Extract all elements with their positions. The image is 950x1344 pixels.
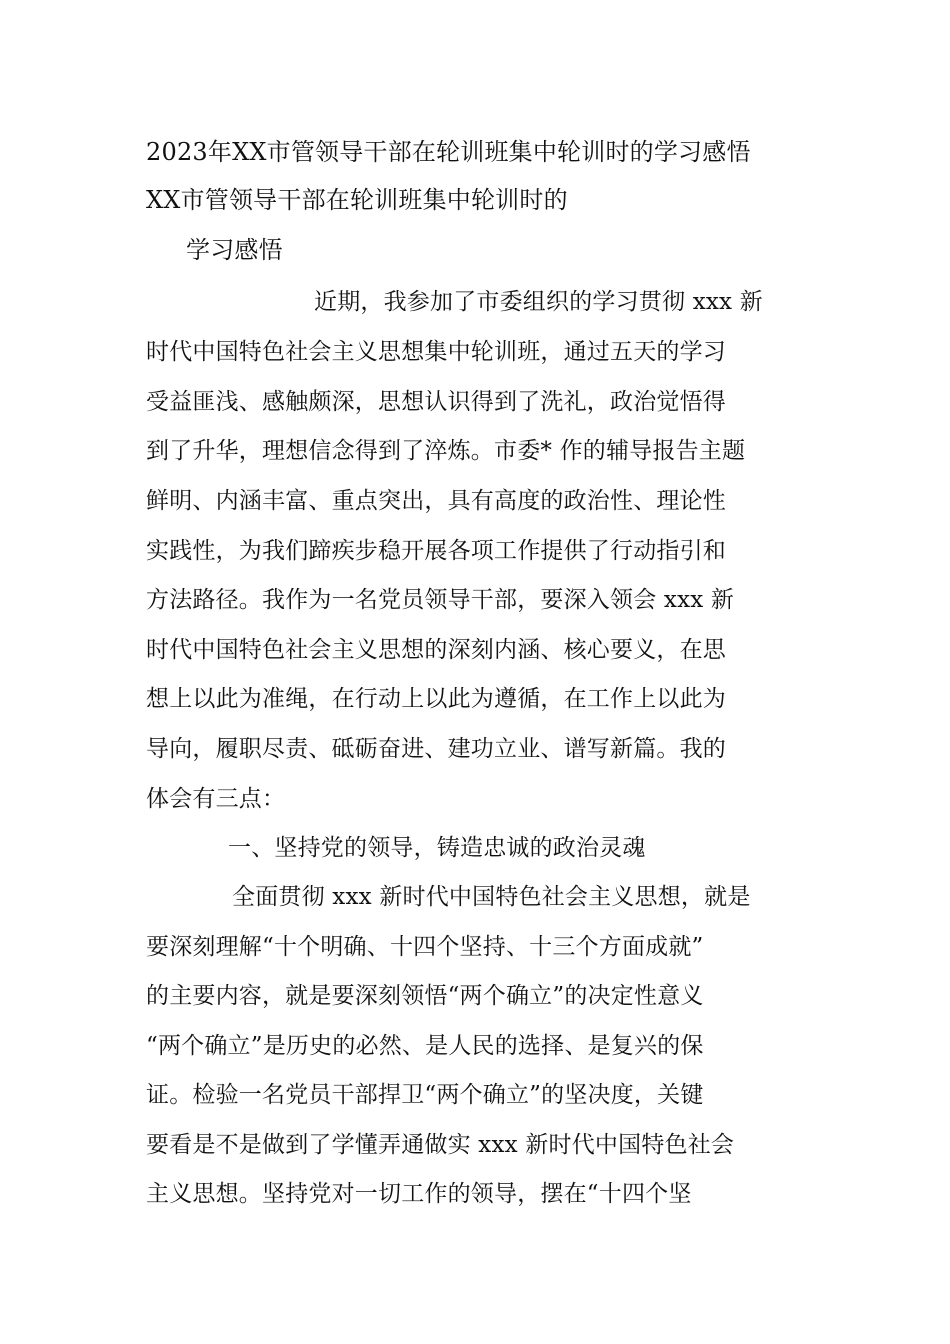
paragraph-1-line-7: 方法路径。我作为一名党员领导干部，要深入领会 xxx 新	[146, 587, 735, 613]
document-title-line-3: 学习感悟	[186, 236, 283, 264]
paragraph-1-line-5: 鲜明、内涵丰富、重点突出，具有高度的政治性、理论性	[146, 488, 726, 514]
section-1-heading: 一、坚持党的领导，铸造忠诚的政治灵魂	[228, 835, 646, 861]
paragraph-1-line-2: 时代中国特色社会主义思想集中轮训班，通过五天的学习	[146, 339, 726, 365]
document-title-line-1: 2023年XX市管领导干部在轮训班集中轮训时的学习感悟	[146, 138, 751, 166]
paragraph-2-line-6: 要看是不是做到了学懂弄通做实 xxx 新时代中国特色社会	[146, 1132, 735, 1158]
document-title-line-2: XX市管领导干部在轮训班集中轮训时的	[146, 186, 568, 214]
paragraph-1-line-6: 实践性，为我们蹄疾步稳开展各项工作提供了行动指引和	[146, 538, 726, 564]
paragraph-2-line-5: 证。检验一名党员干部捍卫“两个确立”的坚决度，关键	[146, 1082, 704, 1108]
paragraph-1-line-11: 体会有三点：	[146, 786, 286, 812]
paragraph-1-line-4: 到了升华，理想信念得到了淬炼。市委* 作的辅导报告主题	[146, 438, 746, 464]
paragraph-2-line-2: 要深刻理解“十个明确、十四个坚持、十三个方面成就”	[146, 934, 704, 960]
paragraph-2-line-1: 全面贯彻 xxx 新时代中国特色社会主义思想，就是	[232, 884, 751, 910]
paragraph-1-line-8: 时代中国特色社会主义思想的深刻内涵、核心要义，在思	[146, 637, 726, 663]
paragraph-1-line-9: 想上以此为准绳，在行动上以此为遵循，在工作上以此为	[146, 686, 726, 712]
paragraph-2-line-4: “两个确立”是历史的必然、是人民的选择、是复兴的保	[146, 1033, 704, 1059]
paragraph-2-line-7: 主义思想。坚持党对一切工作的领导，摆在“十四个坚	[146, 1181, 692, 1207]
paragraph-1-line-10: 导向，履职尽责、砥砺奋进、建功立业、谱写新篇。我的	[146, 736, 726, 762]
paragraph-1-line-3: 受益匪浅、感触颇深，思想认识得到了洗礼，政治觉悟得	[146, 389, 726, 415]
paragraph-2-line-3: 的主要内容，就是要深刻领悟“两个确立”的决定性意义	[146, 983, 704, 1009]
paragraph-1-line-1: 近期，我参加了市委组织的学习贯彻 xxx 新	[314, 289, 763, 315]
